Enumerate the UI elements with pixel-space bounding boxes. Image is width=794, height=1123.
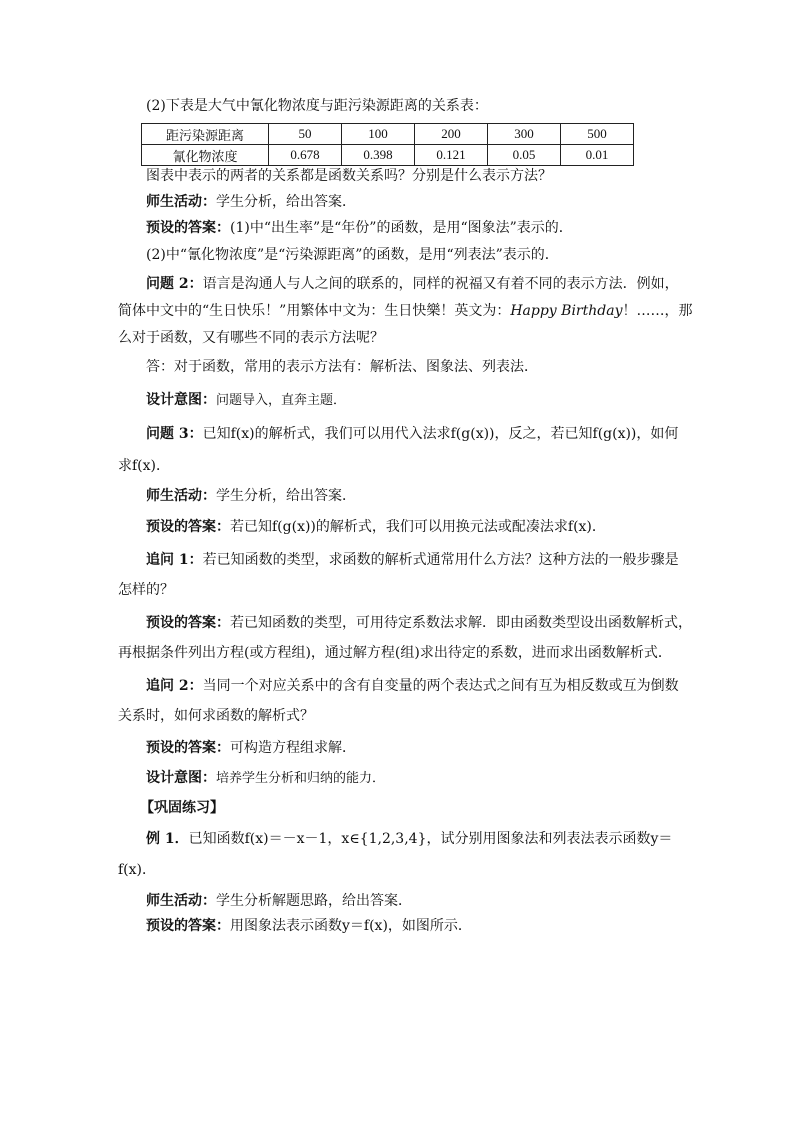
table-cell: 200: [415, 124, 488, 145]
activity-text: 学生分析解题思路，给出答案．: [216, 893, 412, 909]
table-cell: 100: [342, 124, 415, 145]
answer-text: (1)中“出生率”是“年份”的函数，是用“图象法”表示的．: [230, 220, 573, 236]
table-header-cell: 氰化物浓度: [142, 145, 269, 166]
activity-label: 师生活动：: [146, 488, 216, 504]
table-cell: 0.678: [269, 145, 342, 166]
design-intent-text: 培养学生分析和归纳的能力．: [216, 771, 386, 786]
data-table: [141, 123, 634, 166]
follow-up-1-line-2: 怎样的？: [118, 582, 174, 598]
table-header-cell: 距污染源距离: [142, 124, 269, 145]
question-2-line-1: [146, 274, 679, 294]
follow-up-2-line-2: 关系时，如何求函数的解析式？: [118, 708, 314, 724]
section-title: 【巩固练习】: [140, 800, 224, 816]
question-text: 语言是沟通人与人之间的联系的，同样的祝福又有着不同的表示方法．例如，: [202, 276, 679, 292]
question-label: 问题 2：: [146, 276, 203, 292]
answer-line: [146, 916, 472, 936]
activity-line: [146, 192, 356, 212]
example-text: 已知函数f(x)＝－x－1，x∈{1,2,3,4}，试分别用图象法和列表法表示函数y＝: [188, 831, 673, 847]
activity-label: 师生活动：: [146, 194, 216, 210]
table-cell: 0.01: [561, 145, 634, 166]
example-label: 例 1．: [146, 831, 189, 847]
answer-line: [146, 738, 356, 758]
follow-up-text: 若已知函数的类型，求函数的解析式通常用什么方法？这种方法的一般步骤是: [202, 552, 679, 568]
answer-text: 用图象法表示函数y＝f(x)，如图所示．: [230, 918, 472, 934]
table-row: [142, 124, 634, 145]
follow-up-2-line-1: [146, 676, 679, 696]
table-cell: 500: [561, 124, 634, 145]
answer-line: [146, 218, 573, 238]
answer-line: [146, 517, 606, 537]
question-3-line-2: 求f(x)．: [118, 458, 171, 474]
table-row: [142, 145, 634, 166]
table-cell: 50: [269, 124, 342, 145]
question-2-line-3: 么对于函数，又有哪些不同的表示方法呢？: [118, 330, 384, 346]
question-text: 简体中文中的“生日快乐！”用繁体中文为：生日快樂！英文为：: [118, 303, 511, 319]
question-2-line-2: [118, 301, 693, 321]
question-line: 图表中表示的两者的关系都是函数关系吗？分别是什么表示方法？: [146, 168, 552, 184]
question-text: ！……，那: [622, 303, 693, 319]
answer-text: 若已知f(g(x))的解析式，我们可以用换元法或配凑法求f(x)．: [230, 519, 606, 535]
question-label: 问题 3：: [146, 426, 203, 442]
english-phrase: Happy Birthday: [510, 303, 623, 319]
intro-paragraph: (2)下表是大气中氰化物浓度与距污染源距离的关系表：: [146, 98, 488, 114]
follow-up-text: 当同一个对应关系中的含有自变量的两个表达式之间有互为相反数或互为倒数: [202, 678, 679, 694]
follow-up-label: 追问 1：: [146, 552, 203, 568]
answer-line: [146, 613, 692, 633]
table-cell: 0.05: [488, 145, 561, 166]
question-text: 已知f(x)的解析式，我们可以用代入法求f(g(x))，反之，若已知f(g(x))，如何: [202, 426, 679, 442]
example-1-line-2: f(x)．: [118, 862, 157, 878]
answer-text: 若已知函数的类型，可用待定系数法求解．即由函数类型设出函数解析式，: [230, 615, 692, 631]
answer-line-2: (2)中“氰化物浓度”是“污染源距离”的函数，是用“列表法”表示的．: [146, 247, 559, 263]
design-intent-text: 问题导入，直奔主题．: [216, 393, 347, 408]
activity-label: 师生活动：: [146, 893, 216, 909]
answer-label: 预设的答案：: [146, 615, 230, 631]
answer-label: 预设的答案：: [146, 220, 230, 236]
answer-label: 预设的答案：: [146, 519, 230, 535]
activity-text: 学生分析，给出答案．: [216, 194, 356, 210]
table-cell: 0.121: [415, 145, 488, 166]
activity-line: [146, 891, 412, 911]
activity-line: [146, 486, 356, 506]
design-intent-line: [146, 390, 346, 411]
table-cell: 300: [488, 124, 561, 145]
question-3-line-1: [146, 424, 678, 444]
activity-text: 学生分析，给出答案．: [216, 488, 356, 504]
follow-up-1-line-1: [146, 550, 679, 570]
design-intent-line: [146, 768, 385, 789]
follow-up-label: 追问 2：: [146, 678, 203, 694]
answer-label: 预设的答案：: [146, 918, 230, 934]
answer-line-2: 再根据条件列出方程(或方程组)，通过解方程(组)求出待定的系数，进而求出函数解析式．: [118, 645, 672, 661]
answer-line: 答：对于函数，常用的表示方法有：解析法、图象法、列表法．: [146, 359, 538, 375]
example-1-line-1: [146, 829, 672, 849]
design-intent-label: 设计意图：: [146, 770, 216, 786]
design-intent-label: 设计意图：: [146, 392, 216, 408]
answer-text: 可构造方程组求解．: [230, 740, 356, 756]
table-cell: 0.398: [342, 145, 415, 166]
answer-label: 预设的答案：: [146, 740, 230, 756]
